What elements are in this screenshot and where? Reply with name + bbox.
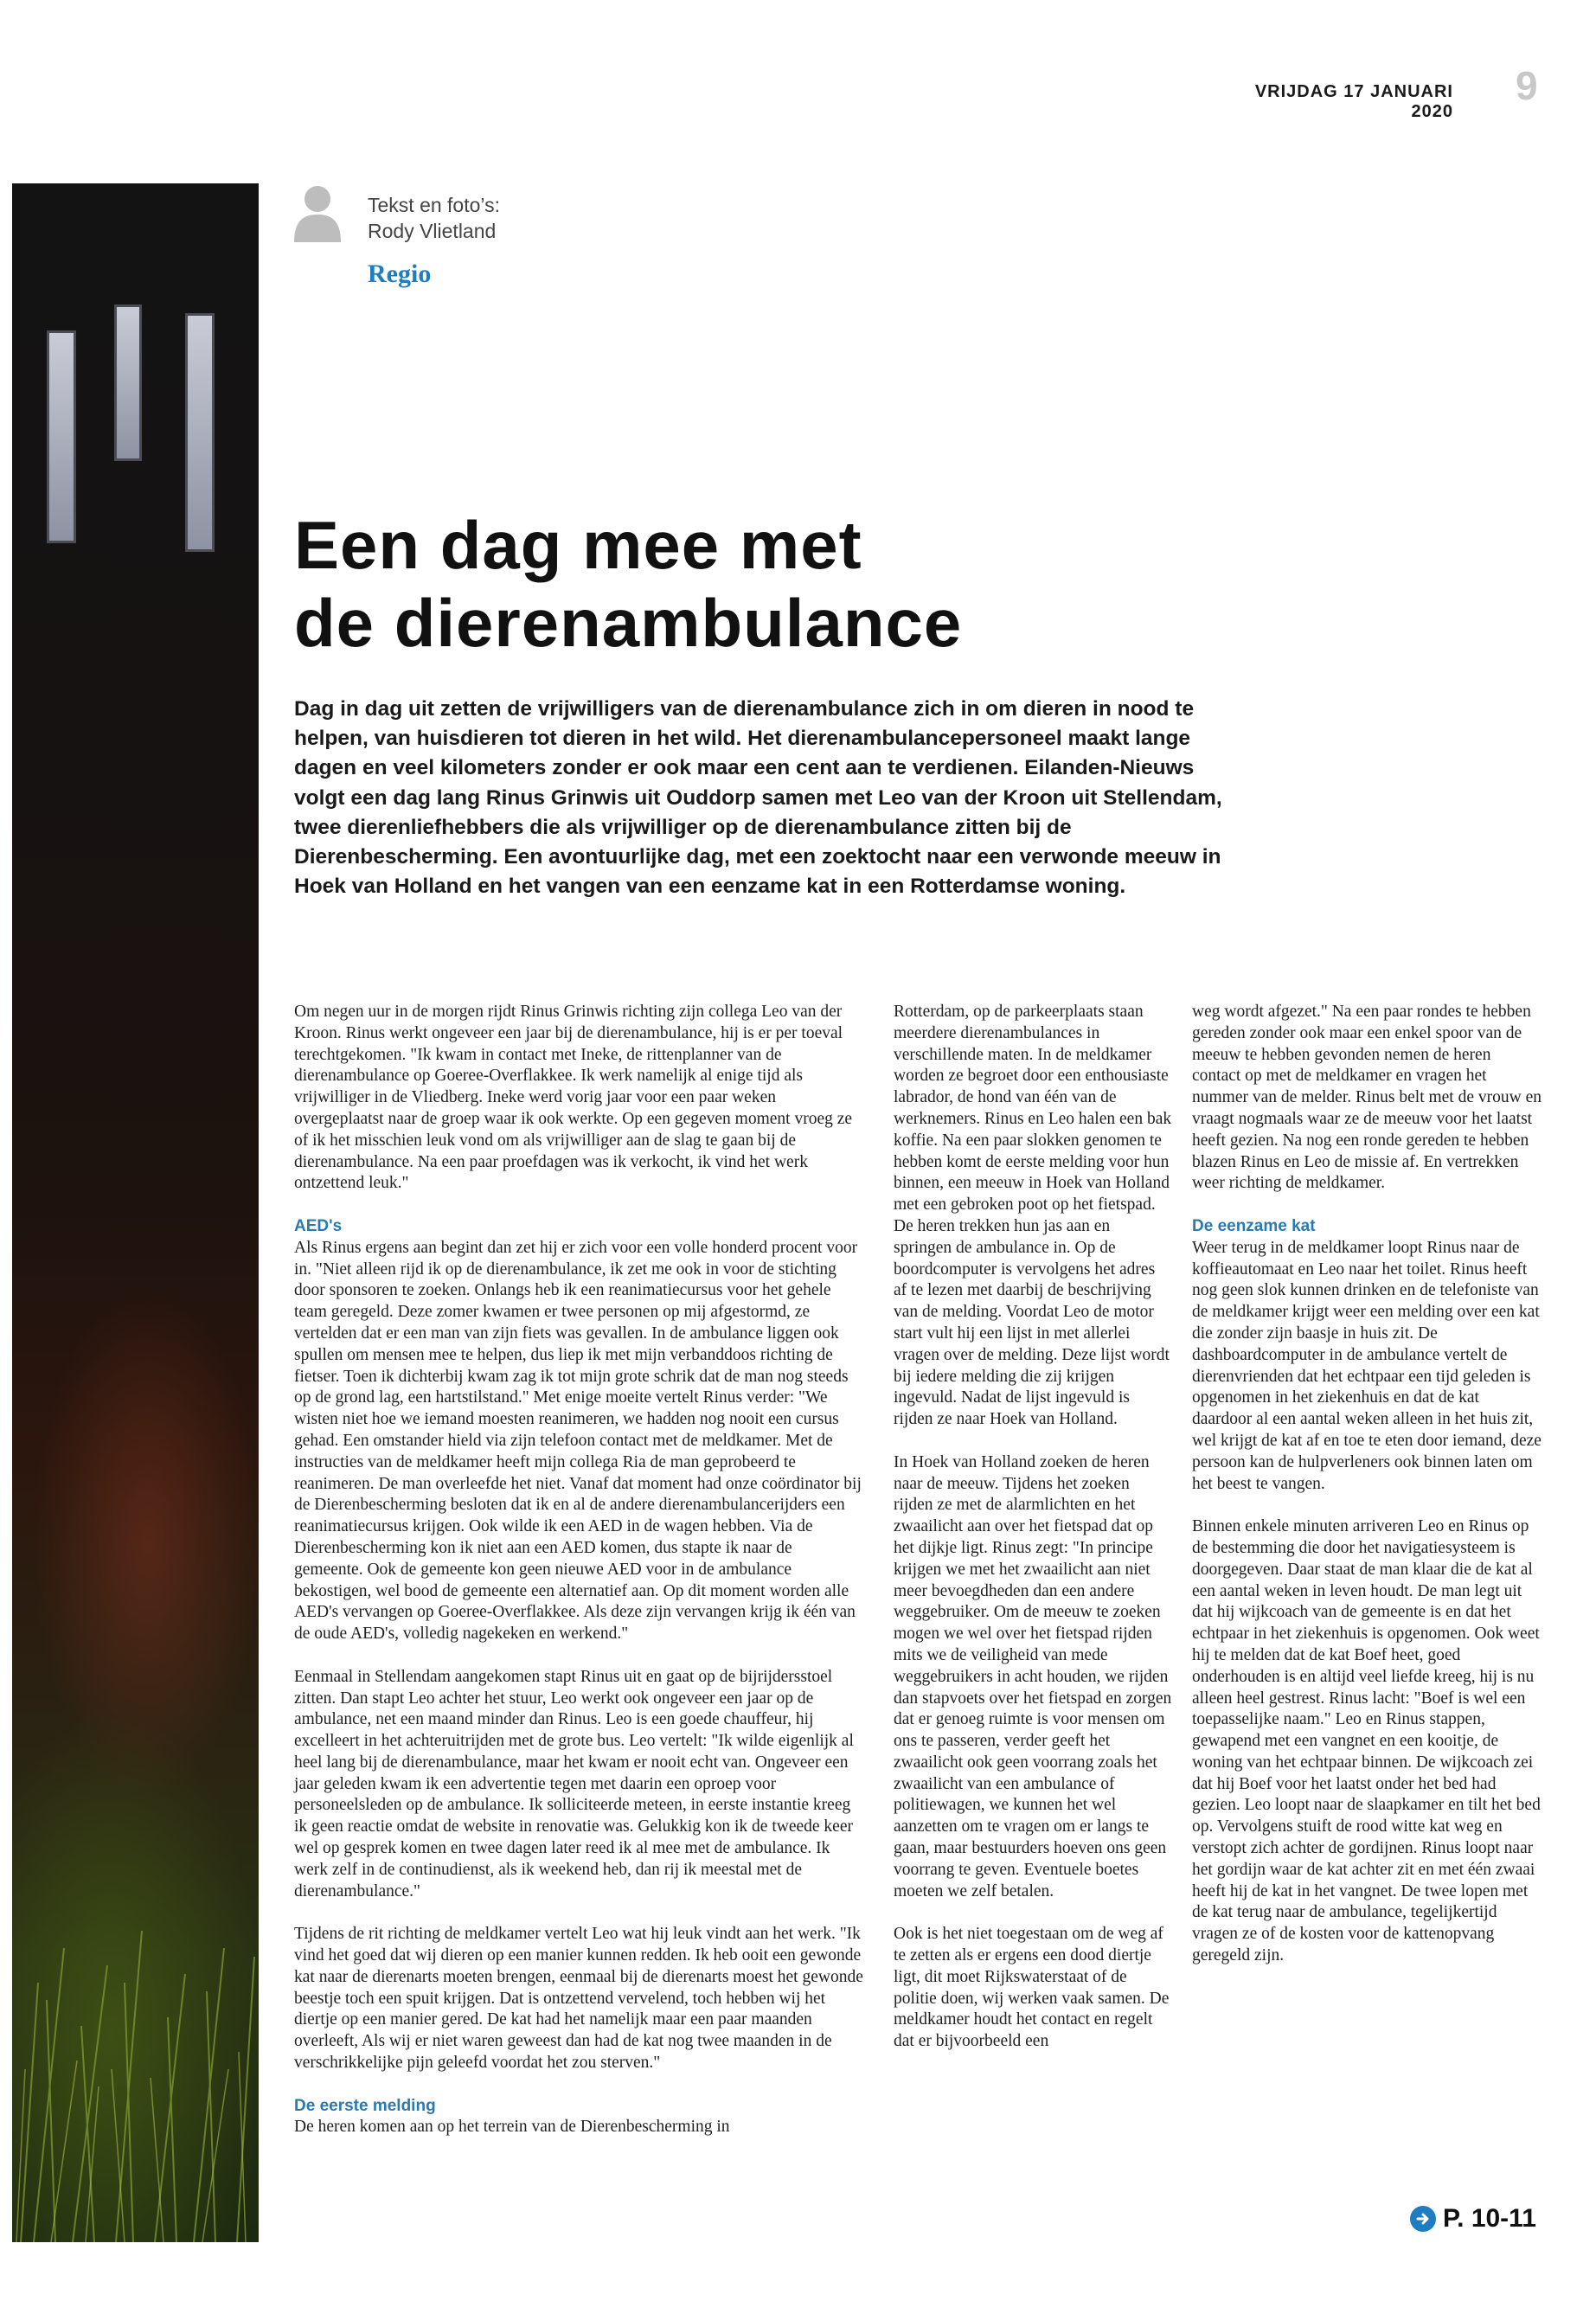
photo-window — [185, 313, 215, 552]
byline-label: Tekst en foto’s: — [368, 194, 500, 216]
article-photo — [12, 183, 259, 2242]
paragraph: Binnen enkele minuten arriveren Leo en Rinus op de bestemming die door het navigatiesysteem is doorgegeven. Daar staat de man klaar die de kat al een aantal weken in leven houdt. De man legt uit dat hij wijkcoach van de gemeente is en dat het echtpaar in het ziekenhuis is opgenomen. Ook weet hij te melden dat de kat Boef heet, goed onderhouden is en altijd veel liefde kreeg, hij is nu alleen heel gestrest. Rinus lacht: "Boef is wel een toepasselijke naam." Leo en Rinus stappen, gewapend met een vangnet en een kooitje, de woning van het echtpaar binnen. De wijkcoach zei dat hij Boef voor het laatst onder het bed had gezien. Leo loopt naar de slaapkamer en tilt het bed op. Vervolgens stuift de rood witte kat weg en verstopt zich achter de gordijnen. Rinus loopt naar het gordijn waar de kat achter zit en met één zwaai heeft hij de kat in het vangnet. De twee lopen met de kat terug naar de ambulance, tegelijkertijd vragen ze of de kosten voor de kattenopvang geregeld zijn. — [1192, 1517, 1541, 1965]
paragraph: Tijdens de rit richting de meldkamer vertelt Leo wat hij leuk vindt aan het werk. "Ik vind het goed dat wij dieren op een manier kunnen redden. Ik heb ooit een gewonde kat naar de dierenarts moeten brengen, eenmaal bij de dierenarts moest het gewonde beestje toch een spuit krijgen. Dat is ontzettend vervelend, toch hebben wij het diertje op een manier gered. De kat had het namelijk maar een paar maanden overleeft, Als wij er niet waren geweest dan had de kat nog twee maanden in de verschrikkelijke pijn geleefd voordat het zou sterven." — [294, 1925, 863, 2073]
continue-link[interactable] — [1410, 2204, 1536, 2234]
byline-author: Rody Vlietland — [368, 220, 497, 242]
paragraph: In Hoek van Holland zoeken de heren naar de meeuw. Tijdens het zoeken rijden ze met de alarmlichten en het zwaailicht aan over het fietspad dat op het dijkje ligt. Rinus zegt: "In principe krijgen we met het zwaailicht aan niet meer bevoegdheden dan een andere weggebruiker. Om de meeuw te zoeken mogen we wel over het fietspad rijden mits we de veiligheid van mede weggebruikers in acht houden, we rijden dan stapvoets over het fietspad en zorgen dat er genoeg ruimte is voor mensen om ons te passeren, verder geeft het zwaailicht ook geen voorrang zoals het zwaailicht van een ambulance of politiewagen, we kunnen het wel aanzetten om te vragen om er langs te gaan, maar bestuurders hoeven ons geen voorrang te geven. Eventuele boetes moeten we zelf betalen. — [894, 1452, 1172, 1900]
paragraph: Weer terug in de meldkamer loopt Rinus naar de koffieautomaat en Leo naar het toilet. Rinus heeft nog geen slok kunnen drinken en de telefoniste van de meldkamer krijgt weer een melding over een kat die zonder zijn baasje in huis zit. De dashboardcomputer in de ambulance vertelt de dierenvrienden dat het echtpaar een tijd geleden is opgenomen in het ziekenhuis en dat de kat daardoor al een aantal weken alleen in het huis zit, wel krijgt de kat af en toe te eten door iemand, deze persoon kan de hulpverleners ook binnen laten om het beest te vangen. — [1192, 1238, 1542, 1493]
paragraph: Rotterdam, op de parkeerplaats staan meerdere dierenambulances in verschillende maten. In de meldkamer worden ze begroet door een enthousiaste labrador, de hond van één van de werknemers. Rinus en Leo halen een bak koffie. Na een paar slokken genomen te hebben komt de eerste melding voor hun binnen, een meeuw in Hoek van Holland met een gebroken poot op het fietspad. De heren trekken hun jas aan en springen de ambulance in. Op de boordcomputer is vervolgens het adres af te lezen met daarbij de beschrijving van de melding. Voordat Leo de motor start vult hij een lijst in met allerlei vragen over de melding. Deze lijst wordt bij iedere melding die zij krijgen ingevuld. Nadat de lijst ingevuld is rijden ze naar Hoek van Holland. — [894, 1003, 1172, 1429]
subheading: De eerste melding — [294, 2096, 436, 2115]
paragraph: Eenmaal in Stellendam aangekomen stapt Rinus uit en gaat op de bijrijdersstoel zitten. Dan stapt Leo achter het stuur, Leo werkt ook ongeveer een jaar op de ambulance, net een maand minder dan Rinus. Leo is een goede chauffeur, hij excelleert in het achteruitrijden met de grote bus. Leo vertelt: "Ik wilde eigenlijk al heel lang bij de dierenambulance, maar het kwam er nooit echt van. Ongeveer een jaar geleden kwam ik een advertentie tegen met daarin een oproep voor personeelsleden op de ambulance. Ik solliciteerde meteen, in eerste instantie kreeg ik geen reactie omdat de website in renovatie was. Gelukkig kon ik de tweede keer wel op gesprek komen en twee dagen later reed ik al mee met de ambulance. Ik werk zelf in de continudienst, als ik weekend heb, dan rij ik meestal met de dierenambulance." — [294, 1667, 854, 1900]
article-column-3 — [1192, 1002, 1542, 1967]
headline — [294, 506, 1332, 662]
article-column-2 — [894, 1002, 1172, 2053]
byline — [368, 192, 500, 244]
paragraph: weg wordt afgezet." Na een paar rondes te hebben gereden zonder ook maar een enkel spoor van de meeuw te hebben gevonden nemen de heren contact op met de meldkamer en vragen het nummer van de melder. Rinus belt met de vrouw en vraagt nogmaals waar ze de meeuw voor het laatst heeft gezien. Na nog een ronde gereden te hebben blazen Rinus en Leo de missie af. En vertrekken weer richting de meldkamer. — [1192, 1003, 1542, 1193]
paragraph: De heren komen aan op het terrein van de Dierenbescherming in — [294, 2118, 730, 2137]
grass-texture — [12, 1464, 259, 2242]
article-column-1 — [294, 1002, 865, 2138]
person-icon — [292, 183, 343, 242]
section-label: Regio — [368, 260, 432, 288]
headline-line-1: Een dag mee met — [294, 507, 862, 583]
paragraph: Om negen uur in de morgen rijdt Rinus Grinwis richting zijn collega Leo van der Kroon. Rinus werkt ongeveer een jaar bij de dierenambulance, hij is er per toeval terechtgekomen. "Ik kwam in contact met Ineke, de rittenplanner van de dierenambulance op Goeree-Overflakkee. Ik werk namelijk al enige tijd als vrijwilliger in de Vliedberg. Ineke werd vorig jaar voor een paar weken overgeplaatst naar de groep waar ik ook werkte. Op een gegeven moment vroeg ze of ik het misschien leuk vond om als vrijwilliger aan de slag te gaan bij de dierenambulance. Na een paar proefdagen was ik verkocht, ik vind het werk ontzettend leuk." — [294, 1003, 853, 1193]
paragraph: Ook is het niet toegestaan om de weg af te zetten als er ergens een dood diertje ligt, dit moet Rijkswaterstaat of de politie doen, wij werken vaak samen. De meldkamer houdt het contact en regelt dat er bijvoorbeeld een — [894, 1925, 1170, 2051]
intro-paragraph: Dag in dag uit zetten de vrijwilligers van de dierenambulance zich in om dieren in nood te helpen, van huisdieren tot dieren in het wild. Het dierenambulancepersoneel maakt lange dagen en veel kilometers zonder er ook maar een cent aan te verdienen. Eilanden-Nieuws volgt een dag lang Rinus Grinwis uit Ouddorp samen met Leo van der Kroon uit Stellendam, twee dierenliefhebbers die als vrijwilliger op de dierenambulance zitten bij de Dierenbescherming. Een avontuurlijke dag, met een zoektocht naar een verwonde meeuw in Hoek van Holland en het vangen van een eenzame kat in een Rotterdamse woning. — [294, 697, 1222, 899]
arrow-right-icon — [1410, 2206, 1436, 2232]
issue-date: VRIJDAG 17 JANUARI 2020 — [1254, 82, 1453, 121]
subheading: De eenzame kat — [1192, 1216, 1316, 1235]
continue-label: P. 10-11 — [1443, 2204, 1536, 2233]
photo-window — [47, 330, 76, 543]
photo-window — [114, 304, 142, 461]
paragraph: Als Rinus ergens aan begint dan zet hij er zich voor een volle honderd procent voor in. "Niet alleen rijd ik op de dierenambulance, ik zet me ook in voor de stichting door sponsoren te zoeken. Onlangs heb ik een reanimatiecursus voor het gehele team geregeld. Deze zomer kwamen er twee personen op mij afgestormd, ze vertelden dat er een man van zijn fiets was gevallen. In de ambulance liggen ook spullen om mensen mee te helpen, dus liep ik met mijn verbanddoos richting de fietser. Toen ik dichterbij kwam zag ik tot mijn grote schrik dat de man nog steeds op de grond lag, een hartstilstand." Met enige moeite vertelt Rinus verder: "We wisten niet hoe we iemand moesten reanimeren, we hadden nog nooit een cursus gehad. Een omstander hield via zijn telefoon contact met de meldkamer. Met de instructies van de meldkamer heeft mijn collega Ria de man geprobeerd te reanimeren. De man overleefde het niet. Vanaf dat moment had onze coördinator bij de Dierenbescherming besloten dat ik en al de andere dierenambulancerijders een reanimatiecursus krijgen. Ook wilde ik een AED in de wagen hebben. Via de Dierenbescherming kon ik niet aan een AED komen, dus stapte ik naar de gemeente. Ook de gemeente kon geen nieuwe AED voor in de ambulance bekostigen, wel bood de gemeente een alternatief aan. Op dit moment worden alle AED's vervangen op Goeree-Overflakkee. Als deze zijn vervangen krijg ik één van de oude AED's, volledig nagekeken en werkend." — [294, 1238, 862, 1644]
headline-line-2: de dierenambulance — [294, 585, 963, 661]
page-number: 9 — [1516, 63, 1538, 108]
subheading: AED's — [294, 1216, 343, 1235]
